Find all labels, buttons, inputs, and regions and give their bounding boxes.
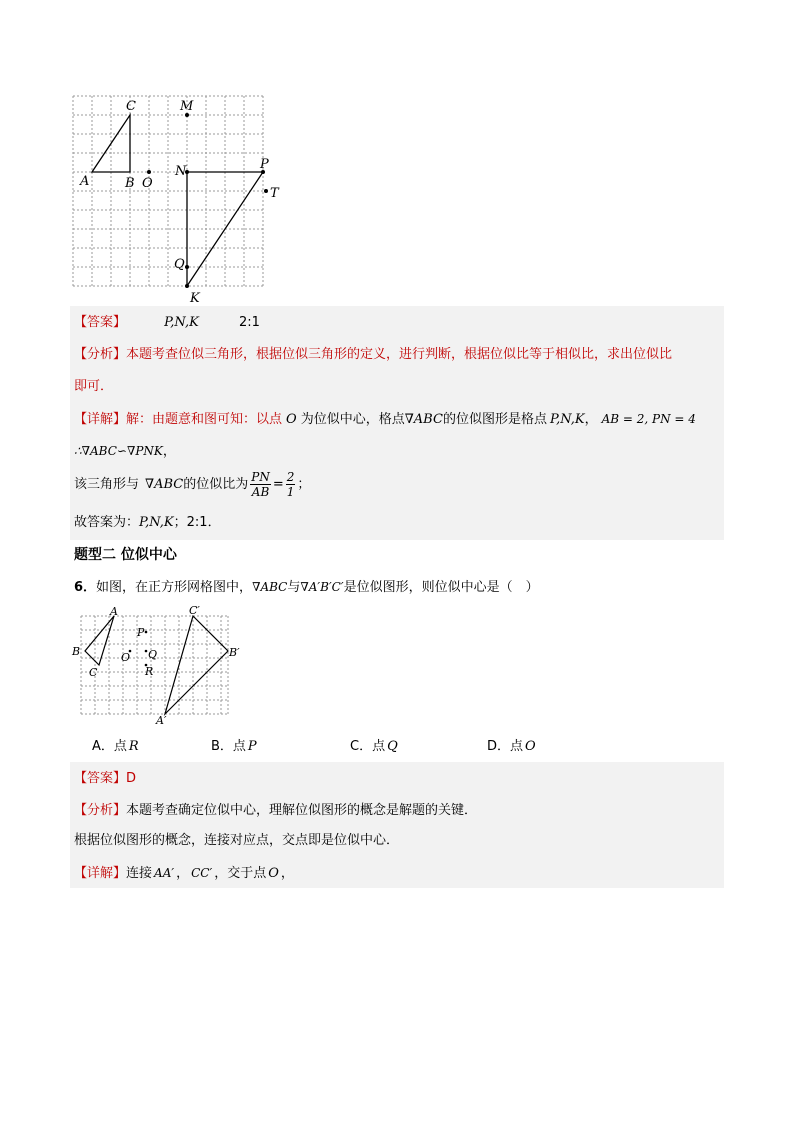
detail-6-text-b: ， xyxy=(176,866,190,881)
point-label-b-prime: B′ xyxy=(229,646,240,659)
fraction-pn-ab xyxy=(250,470,271,499)
analysis-6-text: 本题考查确定位似中心，理解位似图形的概念是解题的关键． xyxy=(126,803,478,818)
figure-1-grid xyxy=(60,90,290,305)
final-answer-text: 故答案为： xyxy=(74,515,140,530)
answer-6-tag: 【答案】 xyxy=(74,771,127,786)
figure-1-svg xyxy=(60,90,290,305)
equals-sign: = xyxy=(272,477,284,492)
detail-6-line xyxy=(74,864,294,883)
fraction-numerator: PN xyxy=(251,470,270,484)
question-triangle-2: ∇A′B′C′ xyxy=(300,580,344,594)
point-label-k: K xyxy=(190,291,200,306)
detail-6-point: O xyxy=(268,866,279,881)
fraction-2-numerator: 2 xyxy=(286,470,295,484)
final-answer-ratio: ；2:1． xyxy=(173,515,221,530)
detail-1-similarity: ∴∇ABC∽∇PNK xyxy=(74,444,163,458)
grid-lines xyxy=(81,616,228,714)
solution-panel-6 xyxy=(70,762,724,888)
detail-1-line-3 xyxy=(74,468,310,502)
point-label-a-small: A xyxy=(110,605,118,618)
analysis-1-line xyxy=(74,346,672,364)
detail-6-segment-1: AA′ xyxy=(154,866,175,880)
point-label-n: N xyxy=(175,164,187,179)
detail-1-ratio-triangle: ∇ABC xyxy=(145,477,184,492)
answer-6-value: D xyxy=(126,771,137,786)
detail-6-tag: 【详解】 xyxy=(74,866,127,881)
option-b-point: P xyxy=(247,739,257,754)
fraction-denominator: AB xyxy=(251,485,270,499)
final-answer-points: P,N,K xyxy=(139,515,174,530)
detail-1-ratio-text-a: 该三角形与 xyxy=(74,477,140,492)
answer-1-points: P,N,K xyxy=(164,315,199,330)
detail-1-text-b: 为位似中心，格点 xyxy=(300,412,405,427)
answer-tag: 【答案】 xyxy=(74,315,127,330)
question-number: 6． xyxy=(74,580,97,595)
analysis-6-line-2 xyxy=(74,832,399,850)
detail-1-point-o: O xyxy=(286,412,297,427)
detail-6-text-c: ，交于点 xyxy=(214,866,267,881)
detail-1-comma: ， xyxy=(162,444,176,459)
point-label-o: O xyxy=(142,176,153,191)
option-d-point: O xyxy=(525,739,536,754)
detail-1-text-a: 解：由题意和图可知：以点 xyxy=(126,412,283,427)
analysis-tag: 【分析】 xyxy=(74,347,127,362)
option-a[interactable] xyxy=(92,738,139,756)
detail-6-text-a: 连接 xyxy=(126,866,153,881)
point-label-b-small: B xyxy=(72,645,81,658)
point-label-c-prime: C′ xyxy=(189,604,200,617)
question-triangle-1: ∇ABC xyxy=(252,580,288,594)
question-6 xyxy=(74,578,539,597)
option-b-label: B．点 xyxy=(211,739,246,754)
solution-panel-1 xyxy=(70,306,724,540)
analysis-6-line xyxy=(74,802,477,820)
detail-1-line-2 xyxy=(74,442,176,461)
detail-1-text-c: 的位似图形是格点 xyxy=(442,412,547,427)
point-label-p-small: P xyxy=(137,626,145,639)
point-label-p: P xyxy=(260,157,269,172)
answer-1-ratio: 2:1 xyxy=(238,315,260,330)
detail-1-semicolon: ； xyxy=(297,477,311,492)
point-label-q: Q xyxy=(174,257,185,272)
figure-2-svg xyxy=(66,602,256,732)
detail-6-segment-2: CC′ xyxy=(191,866,213,880)
analysis-6-tag: 【分析】 xyxy=(74,803,127,818)
point-label-c: C xyxy=(126,99,136,114)
point-label-c-small: C xyxy=(89,666,98,679)
point-label-a: A xyxy=(80,174,90,189)
figure-2-grid xyxy=(66,602,256,732)
grid-points xyxy=(147,113,268,288)
grid-lines xyxy=(73,96,263,288)
detail-6-text-d: ， xyxy=(280,866,294,881)
point-label-t: T xyxy=(270,186,279,201)
point-label-m: M xyxy=(180,99,194,114)
section-heading: 题型二 位似中心 xyxy=(74,547,177,563)
point-label-q-small: Q xyxy=(148,648,158,661)
option-d-label: D．点 xyxy=(487,739,524,754)
detail-1-line-4 xyxy=(74,514,221,532)
analysis-6-text-2: 根据位似图形的概念，连接对应点，交点即是位似中心． xyxy=(74,833,400,848)
option-c-label: C．点 xyxy=(350,739,386,754)
option-d[interactable] xyxy=(487,738,536,756)
detail-1-text-d: ， xyxy=(584,412,598,427)
analysis-1-text-2: 即可． xyxy=(74,379,114,394)
analysis-1-text: 本题考查位似三角形，根据位似三角形的定义，进行判断，根据位似比等于相似比，求出位似比 xyxy=(126,347,673,362)
question-text-a: 如图，在正方形网格图中， xyxy=(96,580,253,595)
fraction-2-denominator: 1 xyxy=(286,485,295,499)
detail-1-points: P,N,K xyxy=(549,412,585,427)
detail-1-triangle: ∇ABC xyxy=(404,412,443,427)
detail-1-ratio-text-b: 的位似比为 xyxy=(183,477,249,492)
option-c[interactable] xyxy=(350,738,398,756)
triangle-abc-large xyxy=(165,616,228,714)
point-label-a-prime: A′ xyxy=(156,714,167,727)
answer-6-line xyxy=(74,770,136,788)
point-label-o-small: O xyxy=(121,651,131,664)
question-text-c: 是位似图形，则位似中心是（ ） xyxy=(343,580,539,595)
detail-tag: 【详解】 xyxy=(74,412,127,427)
answer-1-line xyxy=(74,314,260,332)
detail-1-equation: AB = 2, PN = 4 xyxy=(601,412,696,426)
option-a-point: R xyxy=(128,739,139,754)
question-text-b: 与 xyxy=(287,580,301,595)
option-b[interactable] xyxy=(211,738,257,756)
point-label-b: B xyxy=(125,176,135,191)
option-a-label: A．点 xyxy=(92,739,127,754)
option-c-point: Q xyxy=(387,739,398,754)
point-label-r-small: R xyxy=(145,665,154,678)
fraction-2-1 xyxy=(286,470,296,499)
detail-1-line-1 xyxy=(74,410,696,429)
triangle-abc xyxy=(92,115,130,172)
analysis-1-line-2 xyxy=(74,378,113,396)
